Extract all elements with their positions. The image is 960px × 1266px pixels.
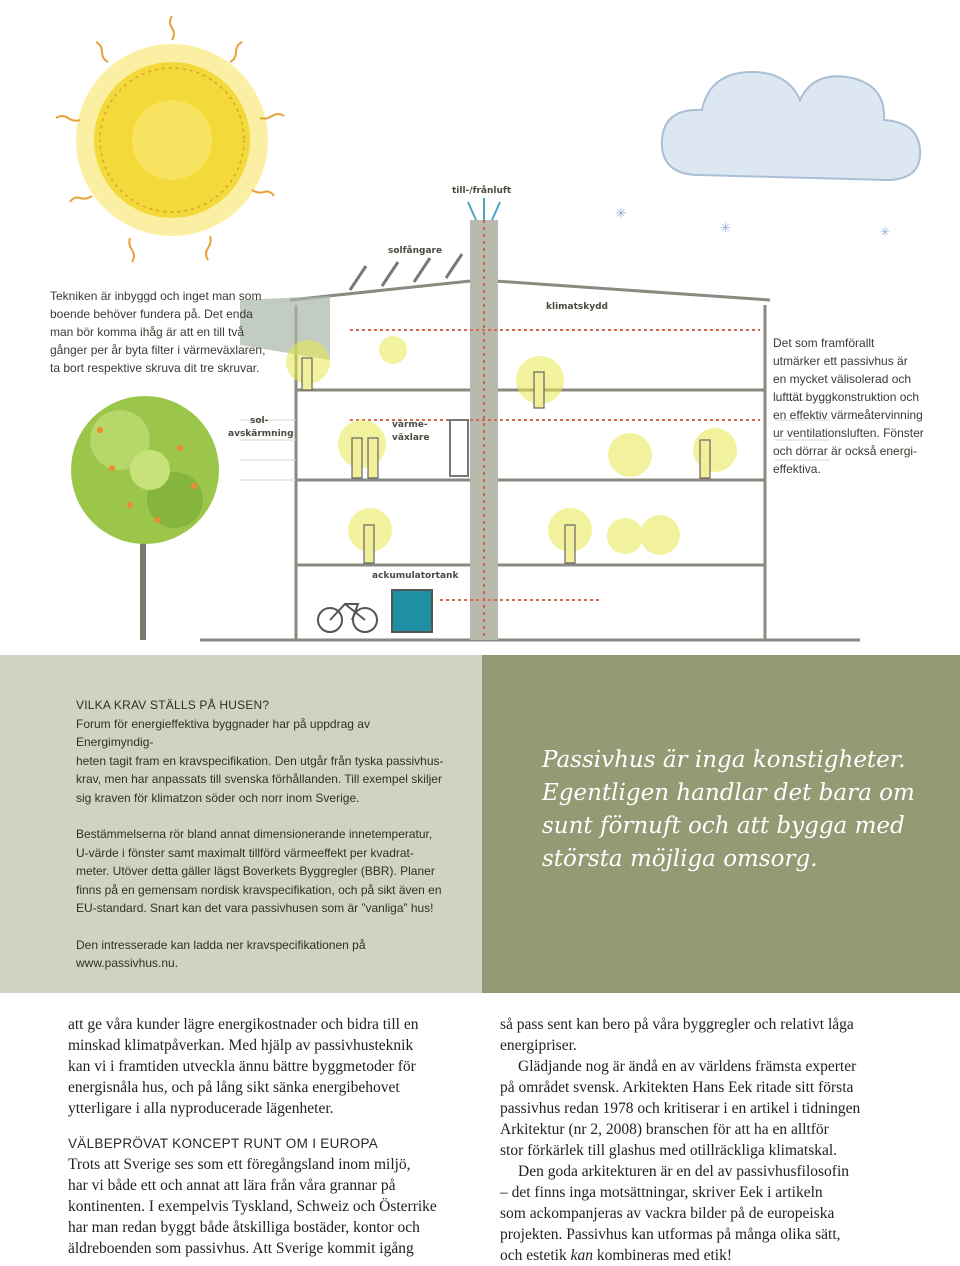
requirements-line: finns på en gemensam nordisk kravspecifikation, och på sikt även en <box>76 882 442 897</box>
left-note-line: gånger per år byta filter i värmeväxlaren, <box>50 343 266 357</box>
body-line-last <box>500 1245 920 1266</box>
left-note-line: Tekniken är inbyggd och inget man som <box>50 289 262 303</box>
right-note-line: Det som framförallt <box>773 336 875 350</box>
left-column <box>68 1014 488 1259</box>
quote-line: sunt förnuft och att bygga med <box>542 813 905 839</box>
right-note-line: och dörrar är också energi- <box>773 444 918 458</box>
body-line: – det finns inga motsättningar, skriver Eek i artikeln <box>500 1184 823 1201</box>
body-line: Den goda arkitekturen är en del av passivhusfilosofin <box>518 1163 850 1180</box>
requirements-line: krav, men har anpassats till svenska förhållanden. Till exempel skiljer <box>76 772 442 786</box>
body-line: minskad klimatpåverkan. Med hjälp av passivhusteknik <box>68 1037 414 1054</box>
label-sunshade-1: sol- <box>250 416 269 426</box>
right-note-line: en effektiv värmeåtervinning <box>773 408 923 422</box>
body-line: projekten. Passivhus kan utformas på många olika sätt, <box>500 1226 841 1243</box>
label-collector: solfångare <box>388 246 443 256</box>
label-air: till-/frånluft <box>452 186 512 196</box>
label-sunshade-2: avskärmning <box>228 429 294 439</box>
body-line: kan vi i framtiden utveckla ännu bättre byggmetoder för <box>68 1058 416 1075</box>
label-climate-shell: klimatskydd <box>546 302 609 312</box>
body-line: stor förkärlek till glashus med otillräckliga klimatskal. <box>500 1142 838 1159</box>
requirements-line: Den intresserade kan ladda ner kravspecifikationen på <box>76 937 366 952</box>
left-note <box>50 287 280 377</box>
body-line: så pass sent kan bero på våra byggregler och relativt låga <box>500 1016 854 1033</box>
label-tank: ackumulatortank <box>372 571 459 581</box>
left-note-line: boende behöver fundera på. Det enda <box>50 307 253 321</box>
right-note-line: en mycket välisolerad och <box>773 372 912 386</box>
pull-quote <box>542 744 922 876</box>
quote-line: största möjliga omsorg. <box>542 846 818 872</box>
label-heat-exchanger-1: värme- <box>392 420 428 430</box>
quote-line: Egentligen handlar det bara om <box>542 780 915 806</box>
body-line: kontinenten. I exempelvis Tyskland, Schweiz och Österrike <box>68 1198 437 1215</box>
body-line: ytterligare i alla nyproducerade lägenheter. <box>68 1100 334 1117</box>
label-heat-exchanger-2: växlare <box>392 433 430 443</box>
body-line: att ge våra kunder lägre energikostnader och bidra till en <box>68 1016 419 1033</box>
quote-line: Passivhus är inga konstigheter. <box>542 747 906 773</box>
body-line: Trots att Sverige ses som ett föregångsland inom miljö, <box>68 1156 411 1173</box>
body-line: energipriser. <box>500 1037 577 1054</box>
right-note <box>773 334 953 478</box>
right-column <box>500 1014 920 1266</box>
requirements-line: heten tagit fram en kravspecifikation. Den utgår från tyska passivhus- <box>76 753 444 768</box>
body-line: på området svensk. Arkitekten Hans Eek ritade sitt första <box>500 1079 854 1096</box>
right-note-line: ur ventilationsluften. Fönster <box>773 426 924 440</box>
requirements-text <box>76 696 446 973</box>
requirements-line: EU-standard. Snart kan det vara passivhusen som är ”vanliga” hus! <box>76 901 434 915</box>
section-heading: VÄLBEPRÖVAT KONCEPT RUNT OM I EUROPA <box>68 1136 379 1151</box>
requirements-link[interactable]: www.passivhus.nu. <box>76 956 179 970</box>
body-line: har man redan byggt både åtskilliga bostäder, kontor och <box>68 1219 420 1236</box>
body-text: och estetik <box>500 1247 571 1264</box>
requirements-line: sig kraven för klimatzon söder och norr inom Sverige. <box>76 790 360 805</box>
body-line: energisnåla hus, och på lång sikt sänka energibehovet <box>68 1079 400 1096</box>
body-line: som ackompanjeras av vackra bilder på de europeiska <box>500 1205 835 1222</box>
body-text: kombineras med etik! <box>592 1247 733 1264</box>
requirements-line: meter. Utöver detta gäller lägst Boverkets Byggregler (BBR). Planer <box>76 864 435 878</box>
body-line: Glädjande nog är ändå en av världens främsta experter <box>518 1058 857 1075</box>
tree-icon <box>71 396 219 640</box>
svg-text:✳: ✳ <box>615 205 627 221</box>
right-note-line: lufttät byggkonstruktion och <box>773 390 920 404</box>
requirements-line: U-värde i fönster samt maximalt tillförd värmeeffekt per kvadrat- <box>76 845 414 860</box>
requirements-line: Forum för energieffektiva byggnader har på uppdrag av Energimyndig- <box>76 716 370 749</box>
requirements-heading: VILKA KRAV STÄLLS PÅ HUSEN? <box>76 698 270 712</box>
right-note-line: effektiva. <box>773 462 821 476</box>
sun-icon <box>56 16 284 262</box>
emphasis-text: kan <box>570 1247 593 1264</box>
cloud-icon <box>615 72 920 239</box>
svg-text:✳: ✳ <box>720 220 731 235</box>
body-line: äldreboenden som passivhus. Att Sverige kommit igång <box>68 1240 414 1257</box>
body-line: Arkitektur (nr 2, 2008) branschen för att ha en alltför <box>500 1121 829 1138</box>
svg-text:✳: ✳ <box>880 225 891 239</box>
left-note-line: ta bort respektive skruva dit tre skruvar. <box>50 361 260 375</box>
body-line: passivhus redan 1978 och kritiserar i en artikel i tidningen <box>500 1100 861 1117</box>
requirements-line: Bestämmelserna rör bland annat dimensionerande innetemperatur, <box>76 827 433 841</box>
left-note-line: man bör komma ihåg är att en till två <box>50 325 245 339</box>
right-note-line: utmärker ett passivhus är <box>773 354 908 368</box>
body-line: har vi både ett och annat att lära från våra grannar på <box>68 1177 396 1194</box>
